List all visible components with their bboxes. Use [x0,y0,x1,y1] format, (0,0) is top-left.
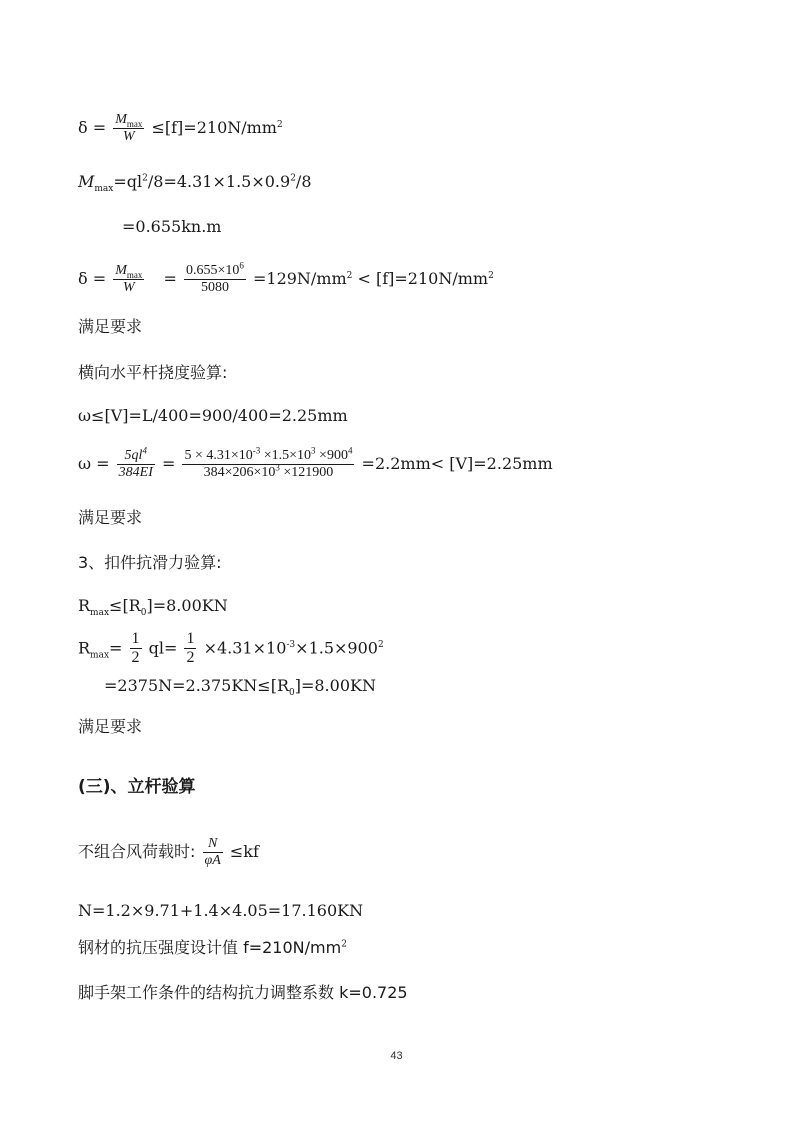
section-deflection-check: 横向水平杆挠度验算: [78,363,228,382]
fraction-m-over-w-2: $\frac{M_{max}}{W}$ [115,263,143,296]
section-heading-pole-check: (三)、立杆验算 [78,777,196,797]
formula-fastener-limit: $R_{max}\le[R_0]=8.00KN$ [78,596,228,619]
section-fastener-check: 3、扣件抗滑力验算: [78,553,222,572]
formula-deflection-limit: ω≤[V]=L/400=900/400=2.25mm [78,406,348,425]
fraction-half-2: $\frac{1}{2}$ [186,630,195,667]
fraction-half-1: $\frac{1}{2}$ [131,630,140,667]
text-steel-strength: 钢材的抗压强度设计值 $f=210N/mm^2$ [78,938,347,957]
formula-max-moment: $M_{max}=ql^2/8=4.31\times 1.5\times 0.9^2/8$ [78,172,312,195]
page-number: 43 [390,1050,403,1062]
formula-moment-result: =0.655kn.m [122,217,222,236]
formula-fastener-load: $R_{max}=$ $\frac{1}{2}$ ql= $\frac{1}{2}$ $\times 4.31\times 10^{-3}\times 1.5\times 900^2$ [78,630,384,667]
fraction-deflection-values: $\frac{5 \times 4.31\times 10^{-3} \times 1.5\times 10^3 \times 900^4}{384\times 206\times 10^3 \times 121900}$ [184,445,353,481]
fraction-m-over-w: $\frac{M_{max}}{W}$ [115,112,143,145]
fraction-moment-over-modulus: $\frac{0.655\times 10^6}{5080}$ [185,260,244,296]
conclusion-ok-1: 满足要求 [78,317,143,336]
fraction-5ql4-over-384ei: $\frac{5ql^4}{384EI}$ [118,445,153,481]
formula-no-wind-load: 不组合风荷载时: $\frac{N}{\varphi A}$ ≤kf [78,836,259,869]
formula-axial-force: N=1.2×9.71+1.4×4.05=17.160KN [78,901,364,920]
formula-fastener-result: $=2375N=2.375KN\le[R_0]=8.00KN$ [104,676,376,699]
text-adjustment-factor: 脚手架工作条件的结构抗力调整系数 k=0.725 [78,983,408,1002]
formula-stress-result: δ = $\frac{M_{max}}{W}$ = $\frac{0.655\times 10^6}{5080}$ $=129N/mm^2 < [f]=210N/mm^2$ [78,260,494,296]
formula-deflection-result: ω = $\frac{5ql^4}{384EI}$ = $\frac{5 \times 4.31\times 10^{-3} \times 1.5\times 10^3 \times 900^4}{384\times 206\times 10^3 \times 121900}$ =2.2mm< [V]=2.25mm [78,445,553,481]
formula-stress-check: δ = $\frac{M_{max}}{W}$ $\le[f]=210N/mm^2$ [78,112,283,145]
fraction-n-over-phia: $\frac{N}{\varphi A}$ [204,836,221,869]
conclusion-ok-3: 满足要求 [78,717,143,736]
conclusion-ok-2: 满足要求 [78,508,143,527]
